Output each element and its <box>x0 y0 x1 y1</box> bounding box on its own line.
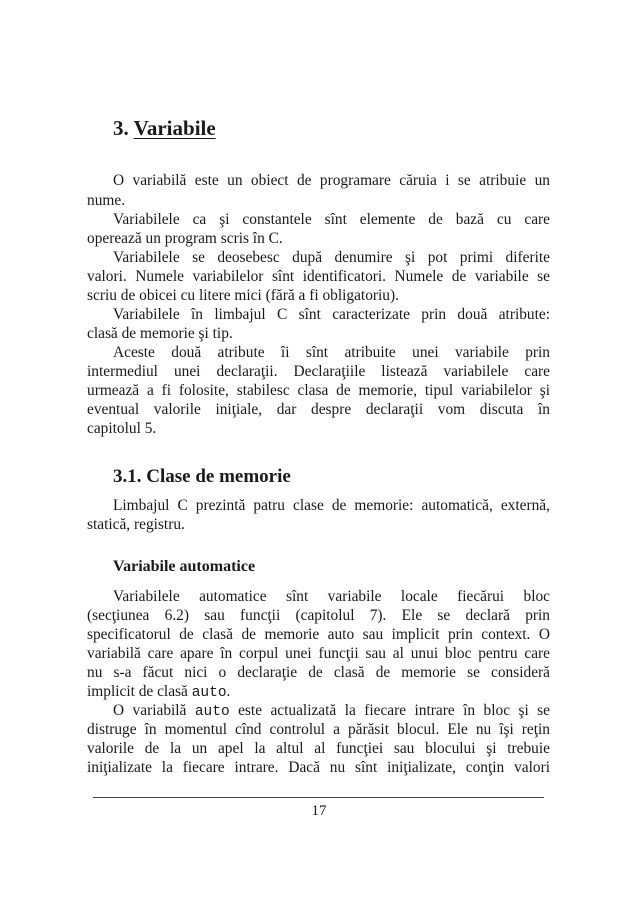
section-title: Variabile <box>133 116 216 140</box>
paragraph-line: specificatorul de clasă de memorie auto sau implicit prin context. O <box>87 626 550 643</box>
paragraph-line: capitolul 5. <box>87 420 157 437</box>
paragraph-line: O variabilă este un obiect de programare căruia i se atribuie un <box>113 172 550 189</box>
paragraph-line: urmează a fi folosite, stabilesc clasa de memorie, tipul variabilelor şi <box>87 382 550 399</box>
paragraph-line: scriu de obicei cu litere mici (fără a fi obligatoriu). <box>87 287 399 304</box>
paragraph-line: (secţiunea 6.2) sau funcţii (capitolul 7). Ele se declară prin <box>87 607 550 624</box>
code-keyword: auto <box>194 704 230 720</box>
code-keyword: auto <box>191 685 227 701</box>
paragraph-line: Variabilele automatice sînt variabile locale fiecărui bloc <box>113 588 550 605</box>
page-number: 17 <box>311 803 327 819</box>
paragraph-line: iniţializate la fiecare intrare. Dacă nu sînt iniţializate, conţin valori <box>87 759 550 776</box>
subsection-heading: 3.1. Clase de memorie <box>113 466 291 487</box>
text-segment: . <box>226 683 231 700</box>
paragraph-line: Aceste două atribute îi sînt atribuite unei variabile prin <box>113 344 550 361</box>
section-heading <box>113 114 216 142</box>
text-segment: implicit de clasă <box>87 683 192 700</box>
paragraph-line: statică, registru. <box>87 516 185 533</box>
paragraph-line: Variabilele ca şi constantele sînt elemente de bază cu care <box>113 211 550 228</box>
paragraph-line: valori. Numele variabilelor sînt identificatori. Numele de variabile se <box>87 268 550 285</box>
paragraph-line: nume. <box>87 192 126 209</box>
paragraph-line: distruge în momentul cînd controlul a părăsit blocul. Ele nu îşi reţin <box>87 721 550 738</box>
paragraph-line <box>113 701 550 722</box>
paragraph-line: intermediul unei declaraţii. Declaraţiile listează variabilele care <box>87 363 550 380</box>
subsubsection-heading: Variabile automatice <box>113 558 256 575</box>
paragraph-line: variabilă care apare în corpul unei funcţii sau al unui bloc pentru care <box>87 645 550 662</box>
paragraph-line: eventual valorile iniţiale, dar despre declaraţii vom discuta în <box>87 401 550 418</box>
footer-divider <box>93 797 544 798</box>
text-segment: este actualizată la fiecare intrare în bloc şi se <box>229 702 551 719</box>
paragraph-line: Variabilele se deosebesc după denumire şi pot primi diferite <box>113 249 550 266</box>
paragraph-line: operează un program scris în C. <box>87 230 283 247</box>
paragraph-line: valorile de la un apel la altul al funcţiei sau blocului şi trebuie <box>87 740 550 757</box>
paragraph-line: nu s-a făcut nici o declaraţie de clasă de memorie se consideră <box>87 664 550 681</box>
text-segment: O variabilă <box>113 702 195 719</box>
section-number: 3. <box>113 116 129 140</box>
paragraph-line: Limbajul C prezintă patru clase de memorie: automatică, externă, <box>113 497 550 514</box>
paragraph-line: Variabilele în limbajul C sînt caracterizate prin două atribute: <box>113 306 550 323</box>
paragraph-line: clasă de memorie şi tip. <box>87 325 233 342</box>
paragraph-line <box>87 682 550 703</box>
